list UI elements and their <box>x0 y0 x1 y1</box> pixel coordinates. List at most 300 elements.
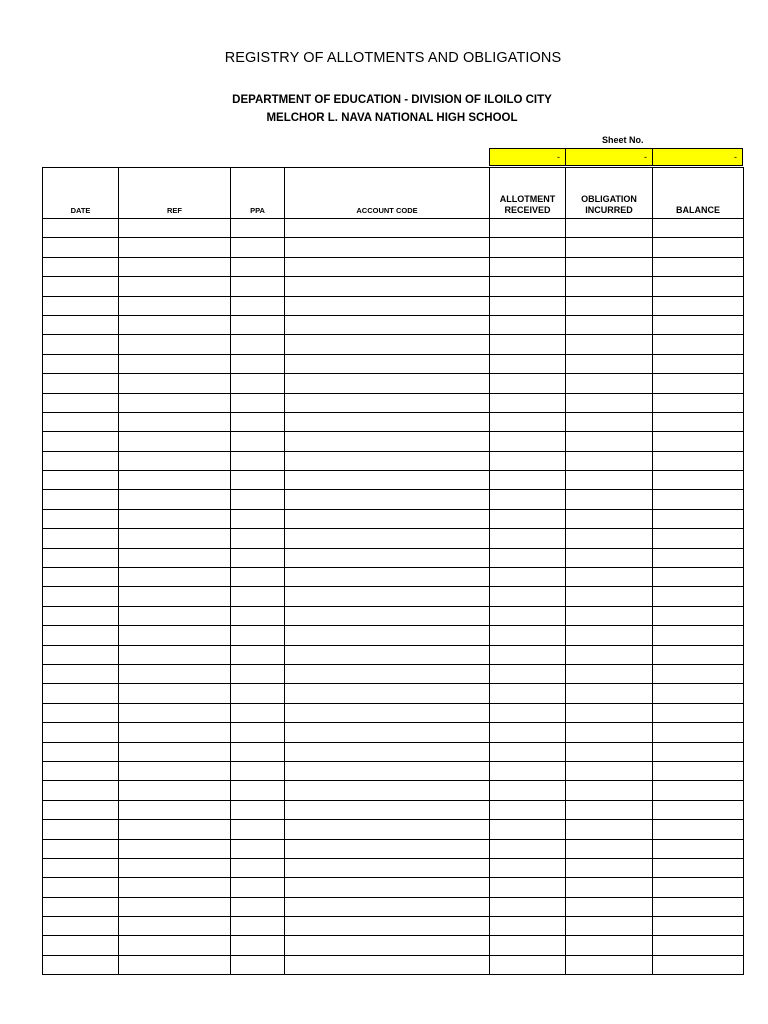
cell-ref[interactable] <box>119 955 231 974</box>
cell-allotment[interactable] <box>490 839 566 858</box>
cell-obligation[interactable] <box>566 219 653 238</box>
cell-date[interactable] <box>43 664 119 683</box>
cell-account-code[interactable] <box>285 471 490 490</box>
cell-obligation[interactable] <box>566 277 653 296</box>
cell-ref[interactable] <box>119 219 231 238</box>
cell-obligation[interactable] <box>566 761 653 780</box>
cell-obligation[interactable] <box>566 878 653 897</box>
cell-ppa[interactable] <box>231 451 285 470</box>
cell-balance[interactable] <box>653 219 744 238</box>
cell-ppa[interactable] <box>231 703 285 722</box>
cell-ppa[interactable] <box>231 393 285 412</box>
cell-ref[interactable] <box>119 277 231 296</box>
cell-ppa[interactable] <box>231 858 285 877</box>
cell-balance[interactable] <box>653 471 744 490</box>
cell-account-code[interactable] <box>285 917 490 936</box>
cell-date[interactable] <box>43 432 119 451</box>
cell-account-code[interactable] <box>285 277 490 296</box>
cell-account-code[interactable] <box>285 800 490 819</box>
registry-table <box>42 167 744 975</box>
cell-balance[interactable] <box>653 742 744 761</box>
cell-ppa[interactable] <box>231 781 285 800</box>
cell-date[interactable] <box>43 257 119 276</box>
allotment-total-cell[interactable]: - <box>489 148 566 166</box>
table-row <box>43 471 744 490</box>
table-row <box>43 374 744 393</box>
cell-date[interactable] <box>43 878 119 897</box>
cell-allotment[interactable] <box>490 955 566 974</box>
cell-ref[interactable] <box>119 257 231 276</box>
cell-ppa[interactable] <box>231 257 285 276</box>
cell-date[interactable] <box>43 626 119 645</box>
cell-balance[interactable] <box>653 335 744 354</box>
cell-balance[interactable] <box>653 315 744 334</box>
cell-ppa[interactable] <box>231 315 285 334</box>
cell-ppa[interactable] <box>231 548 285 567</box>
cell-balance[interactable] <box>653 606 744 625</box>
cell-allotment[interactable] <box>490 393 566 412</box>
cell-obligation[interactable] <box>566 548 653 567</box>
cell-ppa[interactable] <box>231 490 285 509</box>
cell-balance[interactable] <box>653 296 744 315</box>
cell-allotment[interactable] <box>490 219 566 238</box>
cell-ppa[interactable] <box>231 374 285 393</box>
cell-allotment[interactable] <box>490 471 566 490</box>
cell-allotment[interactable] <box>490 451 566 470</box>
cell-date[interactable] <box>43 451 119 470</box>
cell-ref[interactable] <box>119 490 231 509</box>
cell-allotment[interactable] <box>490 277 566 296</box>
cell-obligation[interactable] <box>566 800 653 819</box>
cell-ppa[interactable] <box>231 645 285 664</box>
table-row <box>43 432 744 451</box>
cell-obligation[interactable] <box>566 509 653 528</box>
cell-account-code[interactable] <box>285 238 490 257</box>
cell-obligation[interactable] <box>566 742 653 761</box>
cell-ref[interactable] <box>119 917 231 936</box>
table-row <box>43 490 744 509</box>
cell-allotment[interactable] <box>490 354 566 373</box>
table-row <box>43 839 744 858</box>
cell-ref[interactable] <box>119 703 231 722</box>
obligation-total-cell[interactable]: - <box>565 148 653 166</box>
cell-date[interactable] <box>43 606 119 625</box>
cell-allotment[interactable] <box>490 897 566 916</box>
table-row <box>43 219 744 238</box>
cell-obligation[interactable] <box>566 335 653 354</box>
cell-allotment[interactable] <box>490 335 566 354</box>
cell-obligation[interactable] <box>566 393 653 412</box>
cell-ref[interactable] <box>119 626 231 645</box>
cell-allotment[interactable] <box>490 568 566 587</box>
cell-account-code[interactable] <box>285 257 490 276</box>
cell-ppa[interactable] <box>231 800 285 819</box>
table-row <box>43 568 744 587</box>
cell-obligation[interactable] <box>566 432 653 451</box>
cell-date[interactable] <box>43 219 119 238</box>
cell-balance[interactable] <box>653 257 744 276</box>
cell-ppa[interactable] <box>231 936 285 955</box>
cell-ref[interactable] <box>119 568 231 587</box>
cell-obligation[interactable] <box>566 296 653 315</box>
cell-ppa[interactable] <box>231 412 285 431</box>
cell-allotment[interactable] <box>490 820 566 839</box>
table-row <box>43 257 744 276</box>
cell-ppa[interactable] <box>231 878 285 897</box>
table-row <box>43 664 744 683</box>
cell-account-code[interactable] <box>285 374 490 393</box>
cell-date[interactable] <box>43 529 119 548</box>
document-title: REGISTRY OF ALLOTMENTS AND OBLIGATIONS <box>224 50 562 66</box>
cell-account-code[interactable] <box>285 645 490 664</box>
cell-date[interactable] <box>43 955 119 974</box>
cell-account-code[interactable] <box>285 820 490 839</box>
cell-balance[interactable] <box>653 723 744 742</box>
cell-ref[interactable] <box>119 412 231 431</box>
cell-account-code[interactable] <box>285 936 490 955</box>
cell-account-code[interactable] <box>285 548 490 567</box>
cell-allotment[interactable] <box>490 296 566 315</box>
cell-date[interactable] <box>43 684 119 703</box>
cell-ref[interactable] <box>119 509 231 528</box>
cell-date[interactable] <box>43 761 119 780</box>
cell-date[interactable] <box>43 277 119 296</box>
cell-account-code[interactable] <box>285 315 490 334</box>
cell-balance[interactable] <box>653 800 744 819</box>
cell-balance[interactable] <box>653 897 744 916</box>
cell-date[interactable] <box>43 936 119 955</box>
cell-ppa[interactable] <box>231 606 285 625</box>
cell-balance[interactable] <box>653 529 744 548</box>
cell-balance[interactable] <box>653 761 744 780</box>
cell-account-code[interactable] <box>285 587 490 606</box>
cell-ref[interactable] <box>119 897 231 916</box>
cell-balance[interactable] <box>653 917 744 936</box>
cell-allotment[interactable] <box>490 936 566 955</box>
cell-ppa[interactable] <box>231 684 285 703</box>
cell-account-code[interactable] <box>285 684 490 703</box>
cell-allotment[interactable] <box>490 529 566 548</box>
cell-obligation[interactable] <box>566 257 653 276</box>
cell-balance[interactable] <box>653 626 744 645</box>
cell-balance[interactable] <box>653 936 744 955</box>
cell-account-code[interactable] <box>285 858 490 877</box>
cell-allotment[interactable] <box>490 548 566 567</box>
cell-date[interactable] <box>43 800 119 819</box>
cell-account-code[interactable] <box>285 761 490 780</box>
cell-account-code[interactable] <box>285 490 490 509</box>
cell-balance[interactable] <box>653 451 744 470</box>
cell-account-code[interactable] <box>285 897 490 916</box>
cell-obligation[interactable] <box>566 703 653 722</box>
cell-date[interactable] <box>43 781 119 800</box>
table-row <box>43 315 744 334</box>
cell-allotment[interactable] <box>490 626 566 645</box>
cell-date[interactable] <box>43 509 119 528</box>
cell-allotment[interactable] <box>490 917 566 936</box>
cell-obligation[interactable] <box>566 936 653 955</box>
cell-balance[interactable] <box>653 645 744 664</box>
cell-ppa[interactable] <box>231 626 285 645</box>
table-header-row <box>43 168 744 219</box>
cell-account-code[interactable] <box>285 664 490 683</box>
cell-date[interactable] <box>43 723 119 742</box>
cell-balance[interactable] <box>653 548 744 567</box>
cell-obligation[interactable] <box>566 781 653 800</box>
cell-ref[interactable] <box>119 800 231 819</box>
cell-account-code[interactable] <box>285 219 490 238</box>
cell-allotment[interactable] <box>490 858 566 877</box>
cell-obligation[interactable] <box>566 587 653 606</box>
cell-account-code[interactable] <box>285 878 490 897</box>
cell-ref[interactable] <box>119 858 231 877</box>
cell-account-code[interactable] <box>285 955 490 974</box>
cell-allotment[interactable] <box>490 684 566 703</box>
cell-allotment[interactable] <box>490 781 566 800</box>
cell-balance[interactable] <box>653 820 744 839</box>
cell-ppa[interactable] <box>231 277 285 296</box>
cell-ref[interactable] <box>119 451 231 470</box>
cell-account-code[interactable] <box>285 781 490 800</box>
cell-ppa[interactable] <box>231 471 285 490</box>
cell-ref[interactable] <box>119 781 231 800</box>
cell-allotment[interactable] <box>490 878 566 897</box>
cell-ppa[interactable] <box>231 664 285 683</box>
cell-allotment[interactable] <box>490 587 566 606</box>
cell-obligation[interactable] <box>566 626 653 645</box>
cell-allotment[interactable] <box>490 374 566 393</box>
cell-ppa[interactable] <box>231 761 285 780</box>
cell-obligation[interactable] <box>566 568 653 587</box>
cell-allotment[interactable] <box>490 703 566 722</box>
cell-ref[interactable] <box>119 645 231 664</box>
cell-date[interactable] <box>43 393 119 412</box>
cell-allotment[interactable] <box>490 509 566 528</box>
cell-balance[interactable] <box>653 490 744 509</box>
cell-allotment[interactable] <box>490 412 566 431</box>
cell-date[interactable] <box>43 471 119 490</box>
cell-obligation[interactable] <box>566 490 653 509</box>
cell-account-code[interactable] <box>285 432 490 451</box>
cell-account-code[interactable] <box>285 606 490 625</box>
cell-ppa[interactable] <box>231 219 285 238</box>
cell-balance[interactable] <box>653 238 744 257</box>
cell-allotment[interactable] <box>490 238 566 257</box>
cell-ppa[interactable] <box>231 354 285 373</box>
cell-ppa[interactable] <box>231 587 285 606</box>
cell-obligation[interactable] <box>566 723 653 742</box>
cell-ppa[interactable] <box>231 917 285 936</box>
cell-ref[interactable] <box>119 587 231 606</box>
cell-obligation[interactable] <box>566 664 653 683</box>
cell-balance[interactable] <box>653 412 744 431</box>
cell-obligation[interactable] <box>566 897 653 916</box>
cell-obligation[interactable] <box>566 354 653 373</box>
cell-balance[interactable] <box>653 509 744 528</box>
cell-date[interactable] <box>43 335 119 354</box>
cell-balance[interactable] <box>653 858 744 877</box>
cell-ref[interactable] <box>119 529 231 548</box>
cell-date[interactable] <box>43 412 119 431</box>
balance-total-cell[interactable]: - <box>652 148 743 166</box>
cell-ref[interactable] <box>119 374 231 393</box>
cell-allotment[interactable] <box>490 645 566 664</box>
cell-ppa[interactable] <box>231 335 285 354</box>
cell-ref[interactable] <box>119 354 231 373</box>
cell-allotment[interactable] <box>490 432 566 451</box>
cell-date[interactable] <box>43 315 119 334</box>
cell-date[interactable] <box>43 917 119 936</box>
cell-balance[interactable] <box>653 684 744 703</box>
cell-allotment[interactable] <box>490 490 566 509</box>
cell-balance[interactable] <box>653 354 744 373</box>
cell-date[interactable] <box>43 490 119 509</box>
column-header-allotment-received: ALLOTMENT RECEIVED <box>490 168 566 219</box>
cell-date[interactable] <box>43 548 119 567</box>
cell-date[interactable] <box>43 354 119 373</box>
cell-balance[interactable] <box>653 955 744 974</box>
cell-obligation[interactable] <box>566 858 653 877</box>
cell-ref[interactable] <box>119 684 231 703</box>
cell-date[interactable] <box>43 296 119 315</box>
table-row <box>43 897 744 916</box>
cell-account-code[interactable] <box>285 509 490 528</box>
cell-ref[interactable] <box>119 839 231 858</box>
cell-balance[interactable] <box>653 277 744 296</box>
cell-account-code[interactable] <box>285 703 490 722</box>
cell-ref[interactable] <box>119 315 231 334</box>
cell-obligation[interactable] <box>566 451 653 470</box>
cell-balance[interactable] <box>653 393 744 412</box>
cell-ppa[interactable] <box>231 432 285 451</box>
cell-ppa[interactable] <box>231 296 285 315</box>
cell-obligation[interactable] <box>566 645 653 664</box>
cell-ppa[interactable] <box>231 955 285 974</box>
cell-date[interactable] <box>43 703 119 722</box>
cell-ref[interactable] <box>119 878 231 897</box>
table-body <box>43 219 744 975</box>
cell-account-code[interactable] <box>285 451 490 470</box>
cell-account-code[interactable] <box>285 354 490 373</box>
cell-allotment[interactable] <box>490 742 566 761</box>
cell-account-code[interactable] <box>285 568 490 587</box>
cell-allotment[interactable] <box>490 723 566 742</box>
cell-ref[interactable] <box>119 548 231 567</box>
cell-obligation[interactable] <box>566 529 653 548</box>
cell-obligation[interactable] <box>566 684 653 703</box>
cell-ref[interactable] <box>119 820 231 839</box>
table-row <box>43 451 744 470</box>
table-row <box>43 509 744 528</box>
cell-account-code[interactable] <box>285 742 490 761</box>
cell-ref[interactable] <box>119 723 231 742</box>
cell-date[interactable] <box>43 839 119 858</box>
cell-date[interactable] <box>43 820 119 839</box>
cell-ref[interactable] <box>119 238 231 257</box>
cell-allotment[interactable] <box>490 606 566 625</box>
cell-account-code[interactable] <box>285 839 490 858</box>
cell-ppa[interactable] <box>231 839 285 858</box>
cell-balance[interactable] <box>653 839 744 858</box>
cell-ppa[interactable] <box>231 238 285 257</box>
column-header-ref: REF <box>119 168 231 219</box>
cell-obligation[interactable] <box>566 374 653 393</box>
cell-ppa[interactable] <box>231 529 285 548</box>
cell-obligation[interactable] <box>566 238 653 257</box>
cell-date[interactable] <box>43 645 119 664</box>
cell-account-code[interactable] <box>285 529 490 548</box>
cell-ppa[interactable] <box>231 509 285 528</box>
table-row <box>43 626 744 645</box>
cell-obligation[interactable] <box>566 955 653 974</box>
cell-ref[interactable] <box>119 393 231 412</box>
cell-ppa[interactable] <box>231 723 285 742</box>
school-heading: MELCHOR L. NAVA NATIONAL HIGH SCHOOL <box>266 112 518 124</box>
cell-ref[interactable] <box>119 296 231 315</box>
cell-ppa[interactable] <box>231 742 285 761</box>
cell-ref[interactable] <box>119 335 231 354</box>
cell-date[interactable] <box>43 858 119 877</box>
cell-balance[interactable] <box>653 432 744 451</box>
cell-account-code[interactable] <box>285 296 490 315</box>
cell-date[interactable] <box>43 587 119 606</box>
cell-obligation[interactable] <box>566 606 653 625</box>
cell-ref[interactable] <box>119 742 231 761</box>
cell-date[interactable] <box>43 238 119 257</box>
cell-date[interactable] <box>43 374 119 393</box>
cell-ppa[interactable] <box>231 820 285 839</box>
cell-obligation[interactable] <box>566 839 653 858</box>
department-heading: DEPARTMENT OF EDUCATION - DIVISION OF ILOILO CITY <box>232 94 552 106</box>
cell-balance[interactable] <box>653 703 744 722</box>
cell-ref[interactable] <box>119 471 231 490</box>
cell-obligation[interactable] <box>566 471 653 490</box>
cell-ref[interactable] <box>119 936 231 955</box>
cell-ref[interactable] <box>119 432 231 451</box>
cell-account-code[interactable] <box>285 412 490 431</box>
cell-account-code[interactable] <box>285 626 490 645</box>
cell-ref[interactable] <box>119 664 231 683</box>
cell-date[interactable] <box>43 568 119 587</box>
cell-obligation[interactable] <box>566 315 653 334</box>
cell-obligation[interactable] <box>566 917 653 936</box>
cell-balance[interactable] <box>653 587 744 606</box>
cell-allotment[interactable] <box>490 257 566 276</box>
cell-balance[interactable] <box>653 664 744 683</box>
cell-allotment[interactable] <box>490 664 566 683</box>
cell-ref[interactable] <box>119 761 231 780</box>
cell-balance[interactable] <box>653 374 744 393</box>
cell-allotment[interactable] <box>490 315 566 334</box>
cell-obligation[interactable] <box>566 412 653 431</box>
cell-account-code[interactable] <box>285 723 490 742</box>
cell-allotment[interactable] <box>490 800 566 819</box>
cell-obligation[interactable] <box>566 820 653 839</box>
cell-ppa[interactable] <box>231 568 285 587</box>
cell-ref[interactable] <box>119 606 231 625</box>
cell-balance[interactable] <box>653 568 744 587</box>
cell-allotment[interactable] <box>490 761 566 780</box>
table-row <box>43 723 744 742</box>
cell-date[interactable] <box>43 742 119 761</box>
column-header-date: DATE <box>43 168 119 219</box>
cell-account-code[interactable] <box>285 393 490 412</box>
cell-balance[interactable] <box>653 781 744 800</box>
cell-balance[interactable] <box>653 878 744 897</box>
cell-ppa[interactable] <box>231 897 285 916</box>
cell-account-code[interactable] <box>285 335 490 354</box>
cell-date[interactable] <box>43 897 119 916</box>
